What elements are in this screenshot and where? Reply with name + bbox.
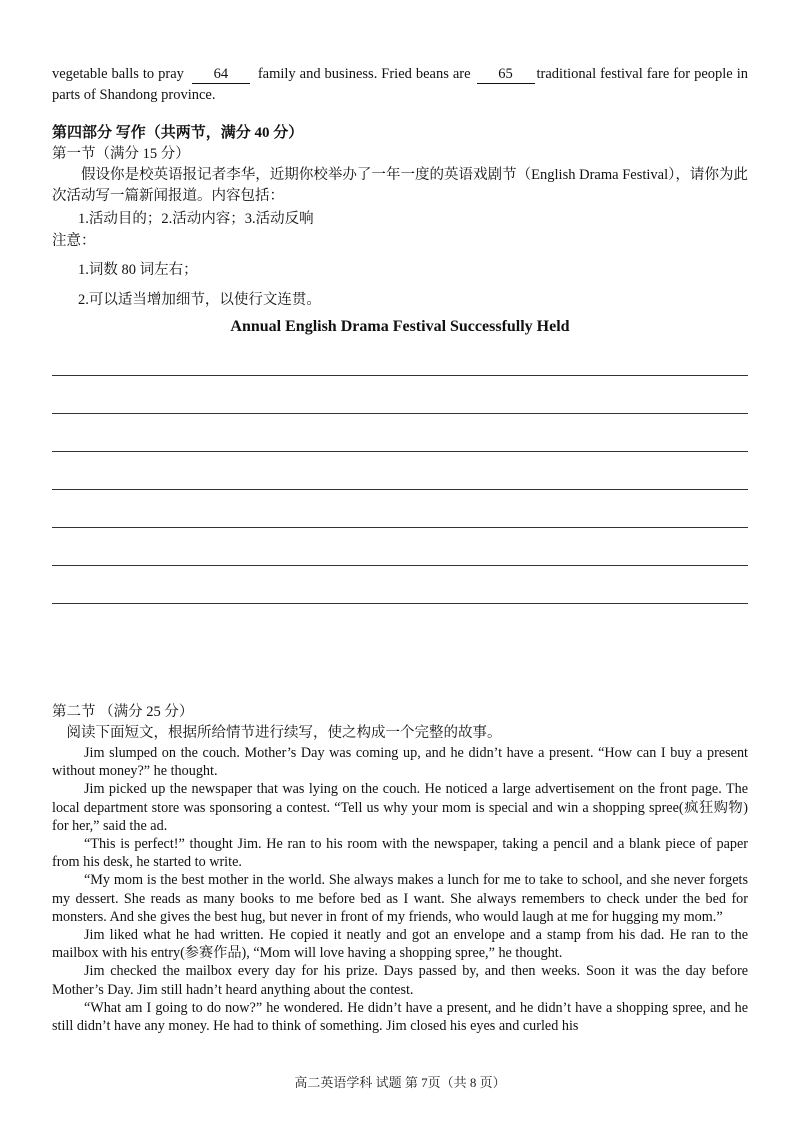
part4-title: 第四部分 写作（共两节，满分 40 分） [52, 125, 304, 141]
story-paragraph: “This is perfect!” thought Jim. He ran to his room with the newspaper, taking a pencil and a blank piece of paper from his desk, he started to write. [52, 836, 748, 871]
section1-points: 1.活动目的；2.活动内容；3.活动反响 [78, 211, 314, 227]
section2-instruction: 阅读下面短文，根据所给情节进行续写，使之构成一个完整的故事。 [66, 725, 502, 741]
section1-heading: 第一节（满分 15 分） [52, 146, 190, 162]
exam-page [52, 64, 748, 1035]
blank-64: 64 [192, 66, 250, 84]
section2-heading: 第二节 （满分 25 分） [52, 704, 194, 720]
writing-line[interactable] [52, 376, 748, 414]
writing-line[interactable] [52, 528, 748, 566]
section2 [52, 702, 748, 1035]
writing-line[interactable] [52, 566, 748, 604]
story-paragraph: Jim checked the mailbox every day for his prize. Days passed by, and then weeks. Soon it was the day before Mother’s Day. Jim still hadn’t heard anything about the contest. [52, 963, 748, 998]
story-paragraph: Jim liked what he had written. He copied it neatly and got an envelope and a stamp from his dad. He ran to the mailbox with his entry(参赛作品), “Mom will love having a shopping spree,” he thought. [52, 927, 748, 962]
story-paragraph: “What am I going to do now?” he wondered. He didn’t have a present, and he didn’t have a shopping spree, and he still didn’t have any money. He had to think of something. Jim closed his eyes and curled his [52, 999, 748, 1035]
story-paragraph: Jim slumped on the couch. Mother’s Day was coming up, and he didn’t have a present. “How can I buy a present without money?” he thought. [52, 745, 748, 780]
note-label: 注意： [52, 233, 96, 249]
story-paragraph: Jim picked up the newspaper that was lying on the couch. He noticed a large advertisement on the front page. The local department store was sponsoring a contest. “Tell us why your mom is special and win a shopping spree(疯狂购物) for her,” said the ad. [52, 781, 748, 834]
story-paragraph: “My mom is the best mother in the world. She always makes a lunch for me to take to school, and she never forgets my dessert. She reads as many books to me before bed as I want. She always remembers to check under the bed for monsters. And she gives the best hug, but never in front of my friends, who would laugh at me for hugging my mom.” [52, 872, 748, 925]
intro-text-1: vegetable balls to pray [52, 66, 184, 82]
intro-paragraph [52, 64, 748, 106]
blank-65: 65 [477, 66, 535, 84]
intro-text-3: traditional festival fare for people in parts of Shandong province. [52, 66, 748, 103]
page-footer: 高二英语学科 试题 第 7页（共 8 页） [294, 1075, 506, 1090]
note-1: 1.词数 80 词左右； [78, 262, 198, 278]
intro-text-2: family and business. Fried beans are [257, 66, 471, 82]
writing-lines[interactable] [52, 338, 748, 604]
note-2: 2.可以适当增加细节，以使行文连贯。 [78, 292, 321, 308]
section1-prompt: 假设你是校英语报记者李华，近期你校举办了一年一度的英语戏剧节（English Drama Festival），请你为此次活动写一篇新闻报道。内容包括： [52, 167, 748, 204]
story-text [52, 744, 748, 1035]
writing-line[interactable] [52, 490, 748, 528]
writing-line[interactable] [52, 338, 748, 376]
essay-headline: Annual English Drama Festival Successfully Held [230, 318, 570, 335]
writing-line[interactable] [52, 414, 748, 452]
writing-line[interactable] [52, 452, 748, 490]
